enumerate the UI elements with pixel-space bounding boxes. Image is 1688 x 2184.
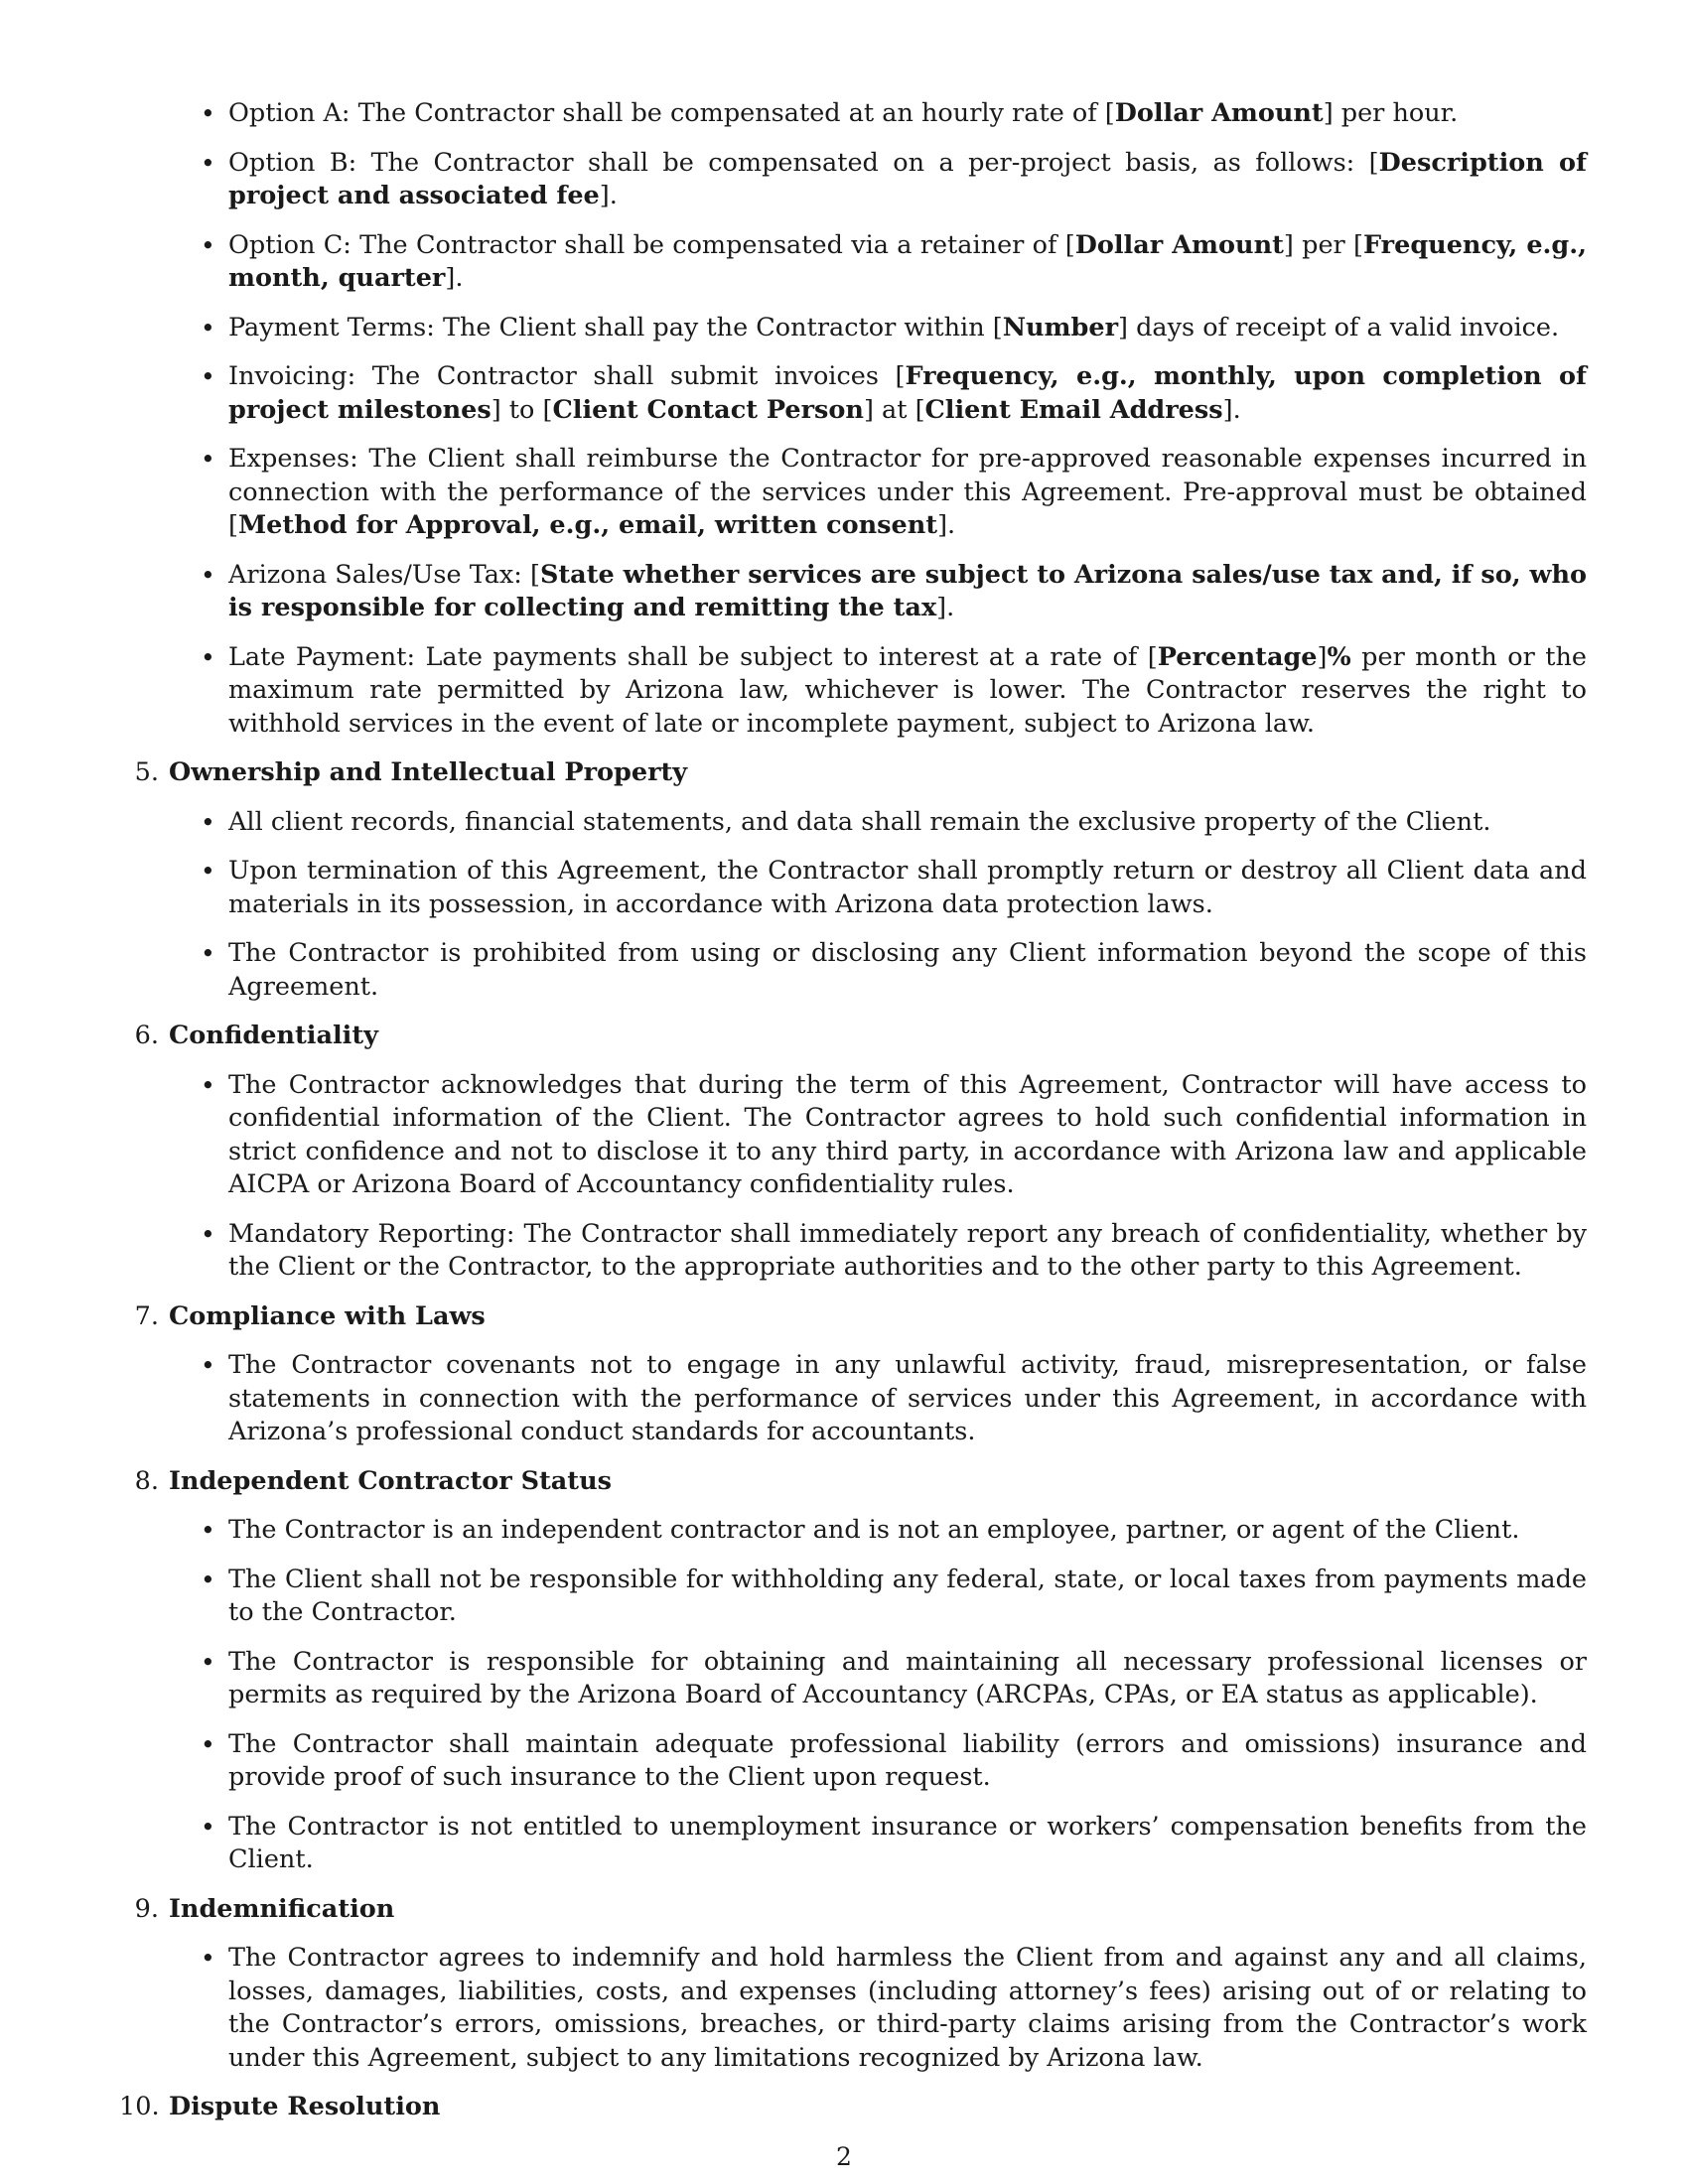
section-number: 8. bbox=[134, 1465, 159, 1496]
list-item: • Expenses: The Client shall reimburse the Contractor for pre-approved reasonable expenses incurred in connection with the performance of the services under this Agreement. Pre-approval must be obtained [Method for Approval, e.g., email, written consent]. bbox=[228, 443, 1587, 543]
list-item: • Option B: The Contractor shall be compensated on a per-project basis, as follows: [Description of project and associated fee]. bbox=[228, 147, 1587, 213]
list-item: • The Contractor is an independent contractor and is not an employee, partner, or agent of the Client. bbox=[228, 1514, 1587, 1548]
list-item: • Mandatory Reporting: The Contractor shall immediately report any breach of confidentiality, whether by the Client or the Contractor, to the appropriate authorities and to the other party to this Agreement. bbox=[228, 1218, 1587, 1285]
list-item: • All client records, financial statements, and data shall remain the exclusive property of the Client. bbox=[228, 806, 1587, 840]
list-item: • The Contractor agrees to indemnify and hold harmless the Client from and against any and all claims, losses, damages, liabilities, costs, and expenses (including attorney’s fees) arising out of or relating to the Contractor’s errors, omissions, breaches, or third-party claims arising from the Contractor’s work under this Agreement, subject to any limitations recognized by Arizona law. bbox=[228, 1942, 1587, 2075]
section-title: Ownership and Intellectual Property bbox=[169, 757, 688, 787]
section-6-list bbox=[119, 1069, 1587, 1285]
section-9-list bbox=[119, 1942, 1587, 2075]
page-number: 2 bbox=[836, 2142, 852, 2171]
list-item: • The Client shall not be responsible for withholding any federal, state, or local taxes from payments made to the Contractor. bbox=[228, 1564, 1587, 1630]
section-title: Compliance with Laws bbox=[169, 1300, 486, 1331]
section-heading bbox=[119, 1893, 1587, 1927]
list-item: • The Contractor is prohibited from using or disclosing any Client information beyond the scope of this Agreement. bbox=[228, 937, 1587, 1004]
section-title: Independent Contractor Status bbox=[169, 1465, 612, 1496]
list-item: • Option C: The Contractor shall be compensated via a retainer of [Dollar Amount] per [Frequency, e.g., month, quarter]. bbox=[228, 229, 1587, 296]
list-item: • Arizona Sales/Use Tax: [State whether services are subject to Arizona sales/use tax and, if so, who is responsible for collecting and remitting the tax]. bbox=[228, 559, 1587, 625]
section-title: Confidentiality bbox=[169, 1021, 378, 1050]
section-heading bbox=[119, 1020, 1587, 1053]
list-item: • Option A: The Contractor shall be compensated at an hourly rate of [Dollar Amount] per hour. bbox=[228, 97, 1587, 131]
section-number: 6. bbox=[134, 1021, 159, 1050]
list-item: • The Contractor covenants not to engage in any unlawful activity, fraud, misrepresentation, or false statements in connection with the performance of services under this Agreement, in accordance with Arizona’s professional conduct standards for accountants. bbox=[228, 1349, 1587, 1449]
section-title: Dispute Resolution bbox=[169, 2092, 441, 2121]
section-8-list bbox=[119, 1514, 1587, 1877]
section-heading bbox=[119, 1300, 1587, 1334]
section-title: Indemnification bbox=[169, 1893, 395, 1924]
section-number: 9. bbox=[134, 1893, 159, 1924]
list-item: • Invoicing: The Contractor shall submit invoices [Frequency, e.g., monthly, upon completion of project milestones] to [Client Contact Person] at [Client Email Address]. bbox=[228, 360, 1587, 427]
list-item: • The Contractor acknowledges that during the term of this Agreement, Contractor will have access to confidential information of the Client. The Contractor agrees to hold such confidential information in strict confidence and not to disclose it to any third party, in accordance with Arizona law and applicable AICPA or Arizona Board of Accountancy confidentiality rules. bbox=[228, 1069, 1587, 1202]
document-body bbox=[119, 97, 1587, 2140]
payment-terms-list bbox=[119, 97, 1587, 741]
section-5-list bbox=[119, 806, 1587, 1005]
section-number: 7. bbox=[134, 1300, 159, 1331]
section-7-list bbox=[119, 1349, 1587, 1449]
section-number: 5. bbox=[134, 757, 159, 787]
list-item: • Payment Terms: The Client shall pay the Contractor within [Number] days of receipt of a valid invoice. bbox=[228, 312, 1587, 345]
list-item: • Late Payment: Late payments shall be subject to interest at a rate of [Percentage]% per month or the maximum rate permitted by Arizona law, whichever is lower. The Contractor reserves the right to withhold services in the event of late or incomplete payment, subject to Arizona law. bbox=[228, 641, 1587, 742]
list-item: • The Contractor is not entitled to unemployment insurance or workers’ compensation benefits from the Client. bbox=[228, 1811, 1587, 1877]
section-number: 10. bbox=[119, 2092, 160, 2121]
section-heading bbox=[119, 1465, 1587, 1499]
list-item: • Upon termination of this Agreement, the Contractor shall promptly return or destroy all Client data and materials in its possession, in accordance with Arizona data protection laws. bbox=[228, 855, 1587, 921]
list-item: • The Contractor is responsible for obtaining and maintaining all necessary professional licenses or permits as required by the Arizona Board of Accountancy (ARCPAs, CPAs, or EA status as applicable). bbox=[228, 1646, 1587, 1712]
list-item: • The Contractor shall maintain adequate professional liability (errors and omissions) insurance and provide proof of such insurance to the Client upon request. bbox=[228, 1728, 1587, 1795]
section-heading bbox=[119, 756, 1587, 790]
section-heading bbox=[119, 2091, 1587, 2124]
